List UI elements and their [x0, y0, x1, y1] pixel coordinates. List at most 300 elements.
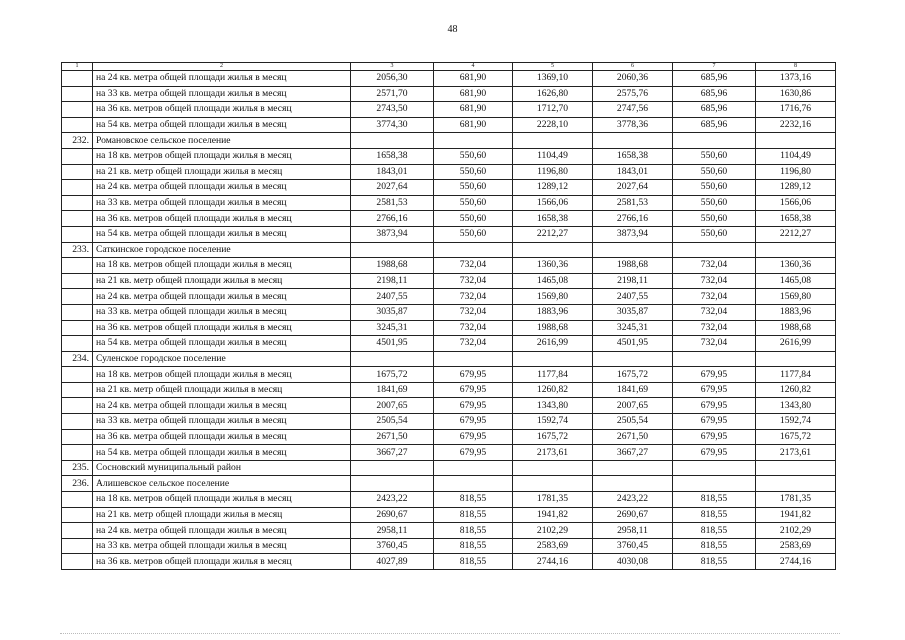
value-cell-col8: 1592,74	[756, 414, 836, 430]
settlement-name: Суленское городское поселение	[93, 351, 351, 367]
value-cell-col5: 1177,84	[513, 367, 593, 383]
table-row	[62, 102, 836, 118]
value-cell-col8: 1465,08	[756, 273, 836, 289]
value-cell-col5: 1566,06	[513, 195, 593, 211]
value-cell-col3: 2056,30	[351, 71, 434, 87]
value-cell-col4: 732,04	[434, 289, 513, 305]
value-cell-col6: 1675,72	[593, 367, 673, 383]
value-cell-col3: 3035,87	[351, 304, 434, 320]
value-cell-col5: 1883,96	[513, 304, 593, 320]
area-norm-label: на 33 кв. метра общей площади жилья в месяц	[93, 414, 351, 430]
value-cell-col3: 1843,01	[351, 164, 434, 180]
value-cell-col6: 3667,27	[593, 445, 673, 461]
table-row	[62, 71, 836, 87]
value-cell-col8	[756, 460, 836, 476]
area-norm-label: на 24 кв. метра общей площади жилья в месяц	[93, 398, 351, 414]
value-cell-col3: 2671,50	[351, 429, 434, 445]
value-cell-col8: 1566,06	[756, 195, 836, 211]
value-cell-col8: 1883,96	[756, 304, 836, 320]
settlement-name: Сосновский муниципальный район	[93, 460, 351, 476]
row-number	[62, 538, 93, 554]
area-norm-label: на 24 кв. метра общей площади жилья в месяц	[93, 523, 351, 539]
value-cell-col4	[434, 476, 513, 492]
area-norm-label: на 21 кв. метр общей площади жилья в месяц	[93, 164, 351, 180]
value-cell-col8: 1260,82	[756, 382, 836, 398]
value-cell-col7: 818,55	[673, 507, 756, 523]
value-cell-col6: 3778,36	[593, 117, 673, 133]
value-cell-col4: 732,04	[434, 273, 513, 289]
table-row	[62, 367, 836, 383]
area-norm-label: на 54 кв. метра общей площади жилья в месяц	[93, 117, 351, 133]
value-cell-col3: 2407,55	[351, 289, 434, 305]
value-cell-col5: 2228,10	[513, 117, 593, 133]
table-row	[62, 507, 836, 523]
value-cell-col8: 1177,84	[756, 367, 836, 383]
value-cell-col7: 679,95	[673, 382, 756, 398]
area-norm-label: на 24 кв. метра общей площади жилья в месяц	[93, 180, 351, 196]
table-row	[62, 554, 836, 570]
table-row	[62, 320, 836, 336]
table-row	[62, 273, 836, 289]
row-number: 233.	[62, 242, 93, 258]
value-cell-col3: 2571,70	[351, 86, 434, 102]
value-cell-col8: 2173,61	[756, 445, 836, 461]
value-cell-col4: 679,95	[434, 414, 513, 430]
area-norm-label: на 33 кв. метра общей площади жилья в месяц	[93, 195, 351, 211]
value-cell-col7: 550,60	[673, 180, 756, 196]
value-cell-col6: 1658,38	[593, 148, 673, 164]
area-norm-label: на 54 кв. метра общей площади жилья в месяц	[93, 226, 351, 242]
value-cell-col7: 685,96	[673, 71, 756, 87]
value-cell-col4: 818,55	[434, 554, 513, 570]
value-cell-col7: 679,95	[673, 414, 756, 430]
value-cell-col3: 1988,68	[351, 258, 434, 274]
area-norm-label: на 21 кв. метр общей площади жилья в месяц	[93, 507, 351, 523]
value-cell-col3	[351, 133, 434, 149]
value-cell-col5: 1569,80	[513, 289, 593, 305]
value-cell-col6: 2958,11	[593, 523, 673, 539]
value-cell-col8	[756, 351, 836, 367]
area-norm-label: на 24 кв. метра общей площади жилья в месяц	[93, 71, 351, 87]
row-number: 235.	[62, 460, 93, 476]
area-norm-label: на 18 кв. метров общей площади жилья в месяц	[93, 148, 351, 164]
table-row	[62, 429, 836, 445]
value-cell-col5	[513, 460, 593, 476]
row-number: 234.	[62, 351, 93, 367]
value-cell-col5: 1941,82	[513, 507, 593, 523]
table-row	[62, 195, 836, 211]
value-cell-col3	[351, 242, 434, 258]
area-norm-label: на 36 кв. метров общей площади жилья в месяц	[93, 320, 351, 336]
row-number	[62, 414, 93, 430]
area-norm-label: на 18 кв. метров общей площади жилья в месяц	[93, 258, 351, 274]
value-cell-col3: 2958,11	[351, 523, 434, 539]
value-cell-col5: 2212,27	[513, 226, 593, 242]
value-cell-col5	[513, 242, 593, 258]
value-cell-col6: 3035,87	[593, 304, 673, 320]
value-cell-col6: 2407,55	[593, 289, 673, 305]
row-number	[62, 102, 93, 118]
value-cell-col4: 818,55	[434, 507, 513, 523]
value-cell-col3	[351, 476, 434, 492]
value-cell-col8: 2102,29	[756, 523, 836, 539]
table-row	[62, 398, 836, 414]
value-cell-col5: 1592,74	[513, 414, 593, 430]
value-cell-col7	[673, 351, 756, 367]
area-norm-label: на 33 кв. метра общей площади жилья в месяц	[93, 304, 351, 320]
row-number	[62, 445, 93, 461]
row-number	[62, 148, 93, 164]
row-number	[62, 71, 93, 87]
value-cell-col6: 1841,69	[593, 382, 673, 398]
column-header: 8	[756, 63, 836, 71]
value-cell-col6: 3245,31	[593, 320, 673, 336]
value-cell-col8: 1104,49	[756, 148, 836, 164]
value-cell-col4: 679,95	[434, 429, 513, 445]
value-cell-col5: 1626,80	[513, 86, 593, 102]
value-cell-col7: 732,04	[673, 289, 756, 305]
value-cell-col4: 679,95	[434, 445, 513, 461]
value-cell-col8: 1658,38	[756, 211, 836, 227]
table-row	[62, 164, 836, 180]
row-number	[62, 523, 93, 539]
value-cell-col7: 550,60	[673, 226, 756, 242]
value-cell-col7: 818,55	[673, 554, 756, 570]
value-cell-col5	[513, 351, 593, 367]
value-cell-col4	[434, 133, 513, 149]
value-cell-col7	[673, 460, 756, 476]
table-row	[62, 336, 836, 352]
value-cell-col8	[756, 476, 836, 492]
column-number-row	[62, 63, 836, 71]
value-cell-col6: 2766,16	[593, 211, 673, 227]
value-cell-col4: 681,90	[434, 71, 513, 87]
value-cell-col7	[673, 476, 756, 492]
row-number	[62, 336, 93, 352]
row-number	[62, 195, 93, 211]
value-cell-col4: 681,90	[434, 102, 513, 118]
value-cell-col4: 732,04	[434, 304, 513, 320]
value-cell-col4: 732,04	[434, 336, 513, 352]
value-cell-col7: 732,04	[673, 320, 756, 336]
value-cell-col8: 2744,16	[756, 554, 836, 570]
area-norm-label: на 18 кв. метров общей площади жилья в месяц	[93, 492, 351, 508]
value-cell-col4: 679,95	[434, 367, 513, 383]
section-row	[62, 460, 836, 476]
value-cell-col5: 1988,68	[513, 320, 593, 336]
table-row	[62, 258, 836, 274]
row-number	[62, 86, 93, 102]
column-header: 3	[351, 63, 434, 71]
value-cell-col4: 550,60	[434, 180, 513, 196]
value-cell-col5: 1360,36	[513, 258, 593, 274]
value-cell-col3: 1658,38	[351, 148, 434, 164]
value-cell-col7: 818,55	[673, 538, 756, 554]
value-cell-col5: 1260,82	[513, 382, 593, 398]
value-cell-col6: 4501,95	[593, 336, 673, 352]
value-cell-col4: 550,60	[434, 226, 513, 242]
area-norm-label: на 54 кв. метра общей площади жилья в месяц	[93, 336, 351, 352]
value-cell-col8: 1988,68	[756, 320, 836, 336]
value-cell-col4: 550,60	[434, 195, 513, 211]
row-number	[62, 554, 93, 570]
value-cell-col8: 1373,16	[756, 71, 836, 87]
value-cell-col8: 1360,36	[756, 258, 836, 274]
value-cell-col8: 1941,82	[756, 507, 836, 523]
page-number: 48	[447, 24, 458, 35]
scan-artifact-line	[60, 632, 840, 634]
value-cell-col7: 818,55	[673, 523, 756, 539]
value-cell-col4: 679,95	[434, 398, 513, 414]
row-number	[62, 320, 93, 336]
value-cell-col7: 732,04	[673, 304, 756, 320]
row-number	[62, 226, 93, 242]
column-header: 4	[434, 63, 513, 71]
value-cell-col7	[673, 242, 756, 258]
column-header: 1	[62, 63, 93, 71]
table-row	[62, 180, 836, 196]
value-cell-col6	[593, 476, 673, 492]
value-cell-col4	[434, 351, 513, 367]
area-norm-label: на 33 кв. метра общей площади жилья в месяц	[93, 538, 351, 554]
column-header: 2	[93, 63, 351, 71]
table-row	[62, 538, 836, 554]
value-cell-col5: 1675,72	[513, 429, 593, 445]
value-cell-col4: 550,60	[434, 164, 513, 180]
value-cell-col4: 732,04	[434, 258, 513, 274]
value-cell-col6: 2027,64	[593, 180, 673, 196]
value-cell-col5: 2583,69	[513, 538, 593, 554]
table-row	[62, 382, 836, 398]
value-cell-col7: 685,96	[673, 102, 756, 118]
value-cell-col4: 679,95	[434, 382, 513, 398]
section-row	[62, 133, 836, 149]
value-cell-col3	[351, 460, 434, 476]
tariff-table	[61, 62, 836, 570]
section-row	[62, 242, 836, 258]
value-cell-col4: 818,55	[434, 492, 513, 508]
value-cell-col7	[673, 133, 756, 149]
table-body	[62, 71, 836, 570]
table-row	[62, 445, 836, 461]
value-cell-col3: 3774,30	[351, 117, 434, 133]
value-cell-col6	[593, 351, 673, 367]
value-cell-col7: 732,04	[673, 258, 756, 274]
table-row	[62, 523, 836, 539]
row-number	[62, 164, 93, 180]
value-cell-col7: 685,96	[673, 86, 756, 102]
row-number	[62, 211, 93, 227]
value-cell-col3: 3873,94	[351, 226, 434, 242]
table-row	[62, 226, 836, 242]
value-cell-col6: 3760,45	[593, 538, 673, 554]
row-number	[62, 382, 93, 398]
table-row	[62, 492, 836, 508]
value-cell-col7: 679,95	[673, 398, 756, 414]
area-norm-label: на 24 кв. метра общей площади жилья в месяц	[93, 289, 351, 305]
value-cell-col6: 3873,94	[593, 226, 673, 242]
value-cell-col5: 2102,29	[513, 523, 593, 539]
value-cell-col4: 818,55	[434, 538, 513, 554]
area-norm-label: на 36 кв. метров общей площади жилья в месяц	[93, 554, 351, 570]
value-cell-col8: 1675,72	[756, 429, 836, 445]
value-cell-col8	[756, 133, 836, 149]
value-cell-col7: 550,60	[673, 164, 756, 180]
value-cell-col8: 1630,86	[756, 86, 836, 102]
table-row	[62, 289, 836, 305]
section-row	[62, 476, 836, 492]
value-cell-col8: 1781,35	[756, 492, 836, 508]
value-cell-col3: 2423,22	[351, 492, 434, 508]
value-cell-col3: 2581,53	[351, 195, 434, 211]
value-cell-col6: 1843,01	[593, 164, 673, 180]
value-cell-col5: 1781,35	[513, 492, 593, 508]
value-cell-col5: 1196,80	[513, 164, 593, 180]
value-cell-col7: 818,55	[673, 492, 756, 508]
value-cell-col3: 2690,67	[351, 507, 434, 523]
value-cell-col6: 2198,11	[593, 273, 673, 289]
value-cell-col4: 550,60	[434, 211, 513, 227]
table-row	[62, 304, 836, 320]
row-number	[62, 304, 93, 320]
settlement-name: Саткинское городское поселение	[93, 242, 351, 258]
row-number	[62, 258, 93, 274]
value-cell-col8: 1343,80	[756, 398, 836, 414]
value-cell-col6: 2060,36	[593, 71, 673, 87]
value-cell-col7: 679,95	[673, 429, 756, 445]
column-header: 5	[513, 63, 593, 71]
settlement-name: Романовское сельское поселение	[93, 133, 351, 149]
value-cell-col4: 732,04	[434, 320, 513, 336]
row-number	[62, 273, 93, 289]
area-norm-label: на 21 кв. метр общей площади жилья в месяц	[93, 382, 351, 398]
value-cell-col7: 685,96	[673, 117, 756, 133]
value-cell-col8: 2212,27	[756, 226, 836, 242]
value-cell-col5: 1289,12	[513, 180, 593, 196]
value-cell-col6: 2007,65	[593, 398, 673, 414]
section-row	[62, 351, 836, 367]
value-cell-col7: 732,04	[673, 273, 756, 289]
value-cell-col6	[593, 133, 673, 149]
value-cell-col8	[756, 242, 836, 258]
row-number: 232.	[62, 133, 93, 149]
value-cell-col3: 2743,50	[351, 102, 434, 118]
value-cell-col6	[593, 460, 673, 476]
value-cell-col7: 679,95	[673, 367, 756, 383]
area-norm-label: на 33 кв. метра общей площади жилья в месяц	[93, 86, 351, 102]
row-number: 236.	[62, 476, 93, 492]
row-number	[62, 180, 93, 196]
value-cell-col8: 1716,76	[756, 102, 836, 118]
value-cell-col5	[513, 476, 593, 492]
value-cell-col7: 550,60	[673, 148, 756, 164]
value-cell-col8: 2616,99	[756, 336, 836, 352]
row-number	[62, 117, 93, 133]
row-number	[62, 367, 93, 383]
value-cell-col5: 1465,08	[513, 273, 593, 289]
value-cell-col5: 2173,61	[513, 445, 593, 461]
column-header: 7	[673, 63, 756, 71]
area-norm-label: на 21 кв. метр общей площади жилья в месяц	[93, 273, 351, 289]
value-cell-col3: 1841,69	[351, 382, 434, 398]
table-row	[62, 148, 836, 164]
table-row	[62, 117, 836, 133]
value-cell-col6: 2575,76	[593, 86, 673, 102]
value-cell-col4	[434, 460, 513, 476]
value-cell-col7: 550,60	[673, 211, 756, 227]
row-number	[62, 398, 93, 414]
value-cell-col5: 2744,16	[513, 554, 593, 570]
value-cell-col8: 1569,80	[756, 289, 836, 305]
value-cell-col3: 4027,89	[351, 554, 434, 570]
value-cell-col3: 2505,54	[351, 414, 434, 430]
value-cell-col3	[351, 351, 434, 367]
value-cell-col4: 681,90	[434, 86, 513, 102]
value-cell-col3: 3245,31	[351, 320, 434, 336]
table-row	[62, 211, 836, 227]
value-cell-col6: 2690,67	[593, 507, 673, 523]
value-cell-col7: 550,60	[673, 195, 756, 211]
area-norm-label: на 36 кв. метров общей площади жилья в месяц	[93, 102, 351, 118]
value-cell-col6: 2505,54	[593, 414, 673, 430]
row-number	[62, 289, 93, 305]
value-cell-col3: 2027,64	[351, 180, 434, 196]
area-norm-label: на 18 кв. метров общей площади жилья в месяц	[93, 367, 351, 383]
value-cell-col6: 2671,50	[593, 429, 673, 445]
value-cell-col6: 2423,22	[593, 492, 673, 508]
value-cell-col3: 2007,65	[351, 398, 434, 414]
area-norm-label: на 54 кв. метра общей площади жилья в месяц	[93, 445, 351, 461]
column-header: 6	[593, 63, 673, 71]
value-cell-col4: 681,90	[434, 117, 513, 133]
value-cell-col3: 3667,27	[351, 445, 434, 461]
value-cell-col3: 4501,95	[351, 336, 434, 352]
area-norm-label: на 36 кв. метра общей площади жилья в месяц	[93, 429, 351, 445]
value-cell-col3: 1675,72	[351, 367, 434, 383]
value-cell-col3: 3760,45	[351, 538, 434, 554]
table-row	[62, 414, 836, 430]
value-cell-col5: 1369,10	[513, 71, 593, 87]
row-number	[62, 429, 93, 445]
value-cell-col5: 1658,38	[513, 211, 593, 227]
value-cell-col3: 2766,16	[351, 211, 434, 227]
value-cell-col7: 679,95	[673, 445, 756, 461]
value-cell-col4: 818,55	[434, 523, 513, 539]
value-cell-col6: 1988,68	[593, 258, 673, 274]
value-cell-col5: 1104,49	[513, 148, 593, 164]
value-cell-col3: 2198,11	[351, 273, 434, 289]
settlement-name: Алишевское сельское поселение	[93, 476, 351, 492]
value-cell-col6: 4030,08	[593, 554, 673, 570]
value-cell-col5: 1712,70	[513, 102, 593, 118]
value-cell-col5: 2616,99	[513, 336, 593, 352]
value-cell-col8: 1196,80	[756, 164, 836, 180]
value-cell-col5	[513, 133, 593, 149]
value-cell-col6	[593, 242, 673, 258]
value-cell-col6: 2747,56	[593, 102, 673, 118]
row-number	[62, 507, 93, 523]
value-cell-col7: 732,04	[673, 336, 756, 352]
value-cell-col8: 1289,12	[756, 180, 836, 196]
value-cell-col4	[434, 242, 513, 258]
row-number	[62, 492, 93, 508]
value-cell-col6: 2581,53	[593, 195, 673, 211]
table-row	[62, 86, 836, 102]
value-cell-col5: 1343,80	[513, 398, 593, 414]
area-norm-label: на 36 кв. метров общей площади жилья в месяц	[93, 211, 351, 227]
value-cell-col8: 2583,69	[756, 538, 836, 554]
value-cell-col8: 2232,16	[756, 117, 836, 133]
